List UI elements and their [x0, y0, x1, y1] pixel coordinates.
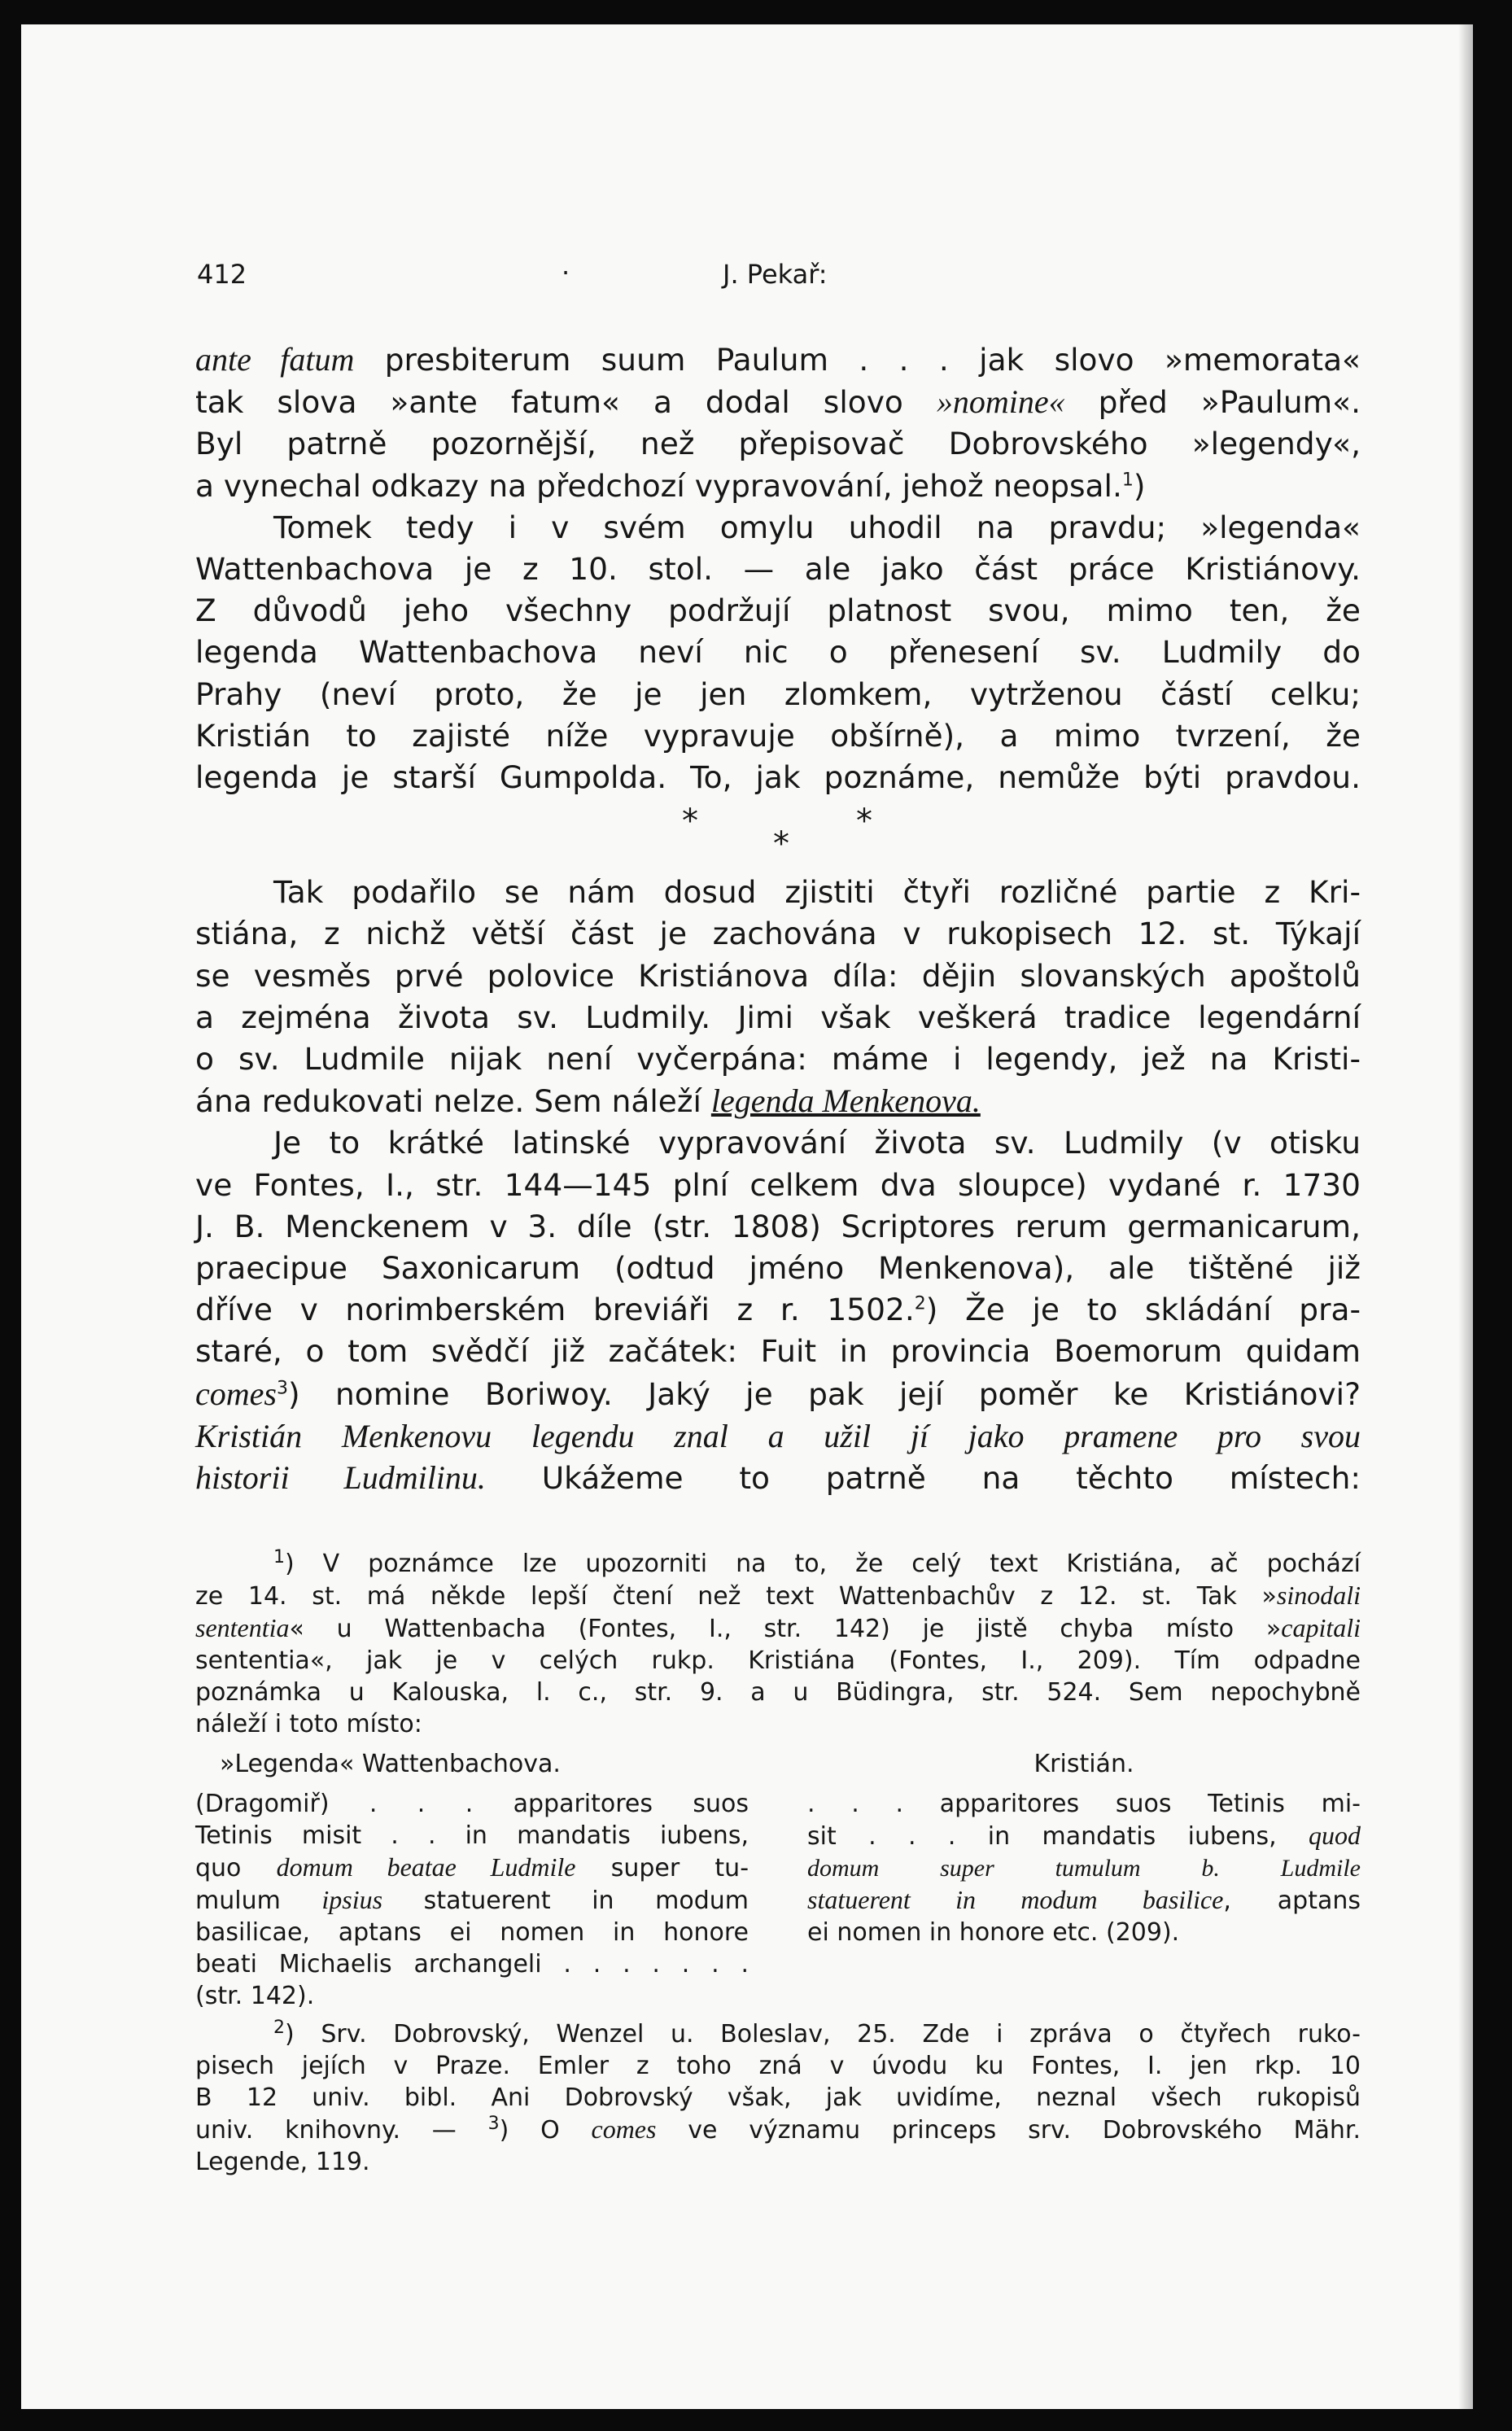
- text-line: poznámka u Kalouska, l. c., str. 9. a u Büdingra, str. 524. Sem nepochybně: [195, 1678, 1361, 1707]
- text-run: ze 14. st. má někde lepší čtení než text Wattenbachův z 12. st. Tak »: [195, 1582, 1277, 1611]
- text-run: ) Srv. Dobrovský, Wenzel u. Boleslav, 25. Zde i zpráva o čtyřech ruko-: [285, 2020, 1361, 2049]
- text-line: stiána, z nichž větší část je zachována v rukopisech 12. st. Týkají: [195, 916, 1361, 952]
- comparison-columns: [195, 1748, 1361, 2012]
- text-line: J. B. Menckenem v 3. díle (str. 1808) Scriptores rerum germanicarum,: [195, 1208, 1361, 1244]
- text-line: pisech jejích v Praze. Emler z toho zná v úvodu ku Fontes, I. jen rkp. 10: [195, 2052, 1361, 2081]
- text-line: Prahy (neví proto, že je jen zlomkem, vytrženou částí celku;: [195, 676, 1361, 712]
- text-line: [195, 1080, 1361, 1122]
- text-line: [195, 339, 1361, 381]
- text-run: ve významu princeps srv. Dobrovského Mähr.: [656, 2116, 1361, 2145]
- text-line: Kristián to zajisté níže vypravuje obšírně), a mimo tvrzení, že: [195, 717, 1361, 754]
- text-line: a zejména života sv. Ludmily. Jimi však veškerá tradice legendární: [195, 999, 1361, 1035]
- page-number: 412: [197, 259, 247, 290]
- text-line: o sv. Ludmile nijak není vyčerpána: máme i legendy, jež na Kristi-: [195, 1041, 1361, 1078]
- text-line: beati Michaelis archangeli . . . . . . .: [195, 1950, 749, 1979]
- text-run: presbiterum suum Paulum . . . jak slovo »memorata«: [354, 342, 1361, 378]
- text-run: dříve v norimberském breviáři z r. 1502.: [195, 1292, 915, 1328]
- running-head: J. Pekař:: [723, 259, 828, 290]
- text-line: [807, 1884, 1361, 1917]
- text-line: B 12 univ. bibl. Ani Dobrovský však, jak uvidíme, neznal všech rukopisů: [195, 2083, 1361, 2113]
- text-line: [195, 2018, 1361, 2050]
- italic-phrase: capitali: [1281, 1613, 1361, 1643]
- text-line: domum super tumulum b. Ludmile: [807, 1855, 1361, 1882]
- footnotes: [195, 1548, 1361, 2178]
- text-run: univ. knihovny. —: [195, 2116, 488, 2145]
- footnote-1: [195, 1548, 1361, 1740]
- text-line: (str. 142).: [195, 1982, 315, 2011]
- italic-phrase: legenda Menkenova.: [710, 1082, 981, 1120]
- text-line: [195, 1852, 749, 1884]
- text-line: [195, 1580, 1361, 1612]
- text-line: [807, 1820, 1361, 1852]
- italic-phrase: quod: [1309, 1821, 1361, 1851]
- paragraph-1: [195, 339, 1361, 507]
- text-line: [195, 2114, 1361, 2146]
- text-line: Legende, 119.: [195, 2148, 370, 2177]
- italic-phrase: comes: [591, 2114, 657, 2145]
- paragraph-4: [195, 1122, 1361, 1499]
- text-line: praecipue Saxonicarum (odtud jméno Menkenova), ale tištěné již: [195, 1250, 1361, 1287]
- text-line: Tak podařilo se nám dosud zjistiti čtyři rozličné partie z Kri-: [273, 874, 1361, 911]
- text-run: quo: [195, 1854, 277, 1883]
- text-line: Wattenbachova je z 10. stol. — ale jako část práce Kristiánovy.: [195, 551, 1361, 588]
- text-line: [195, 381, 1361, 423]
- text-run: ) V poznámce lze upozorniti na to, že celý text Kristiána, ač pochází: [285, 1550, 1361, 1579]
- text-line: . . . apparitores suos Tetinis mi-: [807, 1790, 1361, 1819]
- footnote-ref: 2: [914, 1293, 926, 1314]
- text-line: [195, 1612, 1361, 1645]
- page-header: [195, 244, 1361, 293]
- footnote-mark: 2: [273, 2018, 285, 2039]
- text-line: [195, 466, 1361, 507]
- text-line: legenda Wattenbachova neví nic o přenesení sv. Ludmily do: [195, 634, 1361, 671]
- column-heading: Kristián.: [1033, 1750, 1134, 1779]
- text-line: [195, 1457, 1361, 1499]
- main-text: [195, 339, 1361, 1499]
- page-gutter-shadow: [1458, 24, 1473, 2409]
- header-dot: ·: [562, 257, 570, 288]
- italic-phrase: »nomine«: [936, 383, 1065, 421]
- text-line: Tomek tedy i v svém omylu uhodil na pravdu; »legenda«: [273, 509, 1361, 545]
- text-run: a vynechal odkazy na předchozí vypravování, jehož neopsal.: [195, 467, 1122, 504]
- asterisk: *: [856, 802, 872, 841]
- text-run: před »Paulum«.: [1064, 384, 1361, 421]
- scanned-page: [21, 24, 1473, 2409]
- text-run: ): [1133, 467, 1146, 504]
- text-line: [195, 1548, 1361, 1580]
- italic-phrase: comes: [195, 1375, 277, 1412]
- text-run: sit . . . in mandatis iubens,: [807, 1822, 1309, 1852]
- text-run: ) O: [499, 2116, 592, 2145]
- text-line: [195, 1373, 1361, 1415]
- text-run: mulum: [195, 1887, 322, 1916]
- paragraph-2: [195, 507, 1361, 798]
- italic-phrase: domum beatae Ludmile: [276, 1852, 576, 1882]
- paragraph-3: [195, 872, 1361, 1122]
- text-line: basilicae, aptans ei nomen in honore: [195, 1918, 749, 1948]
- italic-phrase: sententia: [195, 1613, 290, 1643]
- text-line: sententia«, jak je v celých rukp. Kristiána (Fontes, I., 209). Tím odpadne: [195, 1646, 1361, 1676]
- text-line: náleží i toto místo:: [195, 1710, 422, 1739]
- text-line: [195, 1289, 1361, 1331]
- footnote-mark: 1: [273, 1547, 285, 1568]
- text-run: Ukážeme to patrně na těchto místech:: [485, 1460, 1361, 1497]
- text-run: « u Wattenbacha (Fontes, I., str. 142) je jistě chyba místo »: [289, 1615, 1282, 1644]
- asterisk: *: [773, 825, 789, 864]
- text-line: ve Fontes, I., str. 144—145 plní celkem dva sloupce) vydané r. 1730: [195, 1166, 1361, 1203]
- text-line: Byl patrně pozornější, než přepisovač Dobrovského »legendy«,: [195, 426, 1361, 462]
- italic-phrase: sinodali: [1276, 1581, 1361, 1611]
- column-wattenbach: [195, 1748, 749, 2012]
- text-run: statuerent in modum: [382, 1887, 749, 1916]
- italic-phrase: statuerent in modum basilice: [807, 1885, 1224, 1915]
- italic-phrase: ipsius: [321, 1885, 383, 1915]
- footnote-ref: 3: [276, 1378, 288, 1399]
- footnote-2: [195, 2018, 1361, 2178]
- page-content: [195, 244, 1361, 2178]
- text-run: ána redukovati nelze. Sem náleží: [195, 1083, 711, 1120]
- text-line: legenda je starší Gumpolda. To, jak poznáme, nemůže býti pravdou.: [195, 759, 1361, 796]
- text-run: ) Že je to skládání pra-: [925, 1292, 1361, 1328]
- column-heading: »Legenda« Wattenbachova.: [220, 1750, 561, 1779]
- asterisk: *: [682, 802, 698, 841]
- text-run: super tu-: [575, 1854, 749, 1883]
- text-run: , aptans: [1223, 1887, 1361, 1916]
- text-line: se vesměs prvé polovice Kristiánova díla: dějin slovanských apoštolů: [195, 957, 1361, 994]
- text-run: ) nomine Boriwoy. Jaký je pak její poměr ke Kristiánovi?: [287, 1375, 1361, 1412]
- section-divider-stars: [195, 798, 1361, 872]
- text-run: tak slova »ante fatum« a dodal slovo: [195, 384, 937, 421]
- text-line: Z důvodů jeho všechny podržují platnost svou, mimo ten, že: [195, 592, 1361, 629]
- text-line: (Dragomiř) . . . apparitores suos: [195, 1790, 749, 1819]
- italic-phrase: historii Ludmilinu.: [195, 1459, 486, 1497]
- text-line: [195, 1884, 749, 1917]
- italic-phrase: ante fatum: [195, 341, 355, 378]
- footnote-ref: 1: [1121, 470, 1134, 491]
- text-line: ei nomen in honore etc. (209).: [807, 1918, 1180, 1948]
- text-line: staré, o tom svědčí již začátek: Fuit in provincia Boemorum quidam: [195, 1333, 1361, 1370]
- text-line: Kristián Menkenovu legendu znal a užil jí jako pramene pro svou: [195, 1417, 1361, 1454]
- column-kristian: [807, 1748, 1361, 2012]
- footnote-mark: 3: [487, 2114, 500, 2135]
- text-line: Tetinis misit . . in mandatis iubens,: [195, 1821, 749, 1851]
- text-line: Je to krátké latinské vypravování života sv. Ludmily (v otisku: [273, 1125, 1361, 1161]
